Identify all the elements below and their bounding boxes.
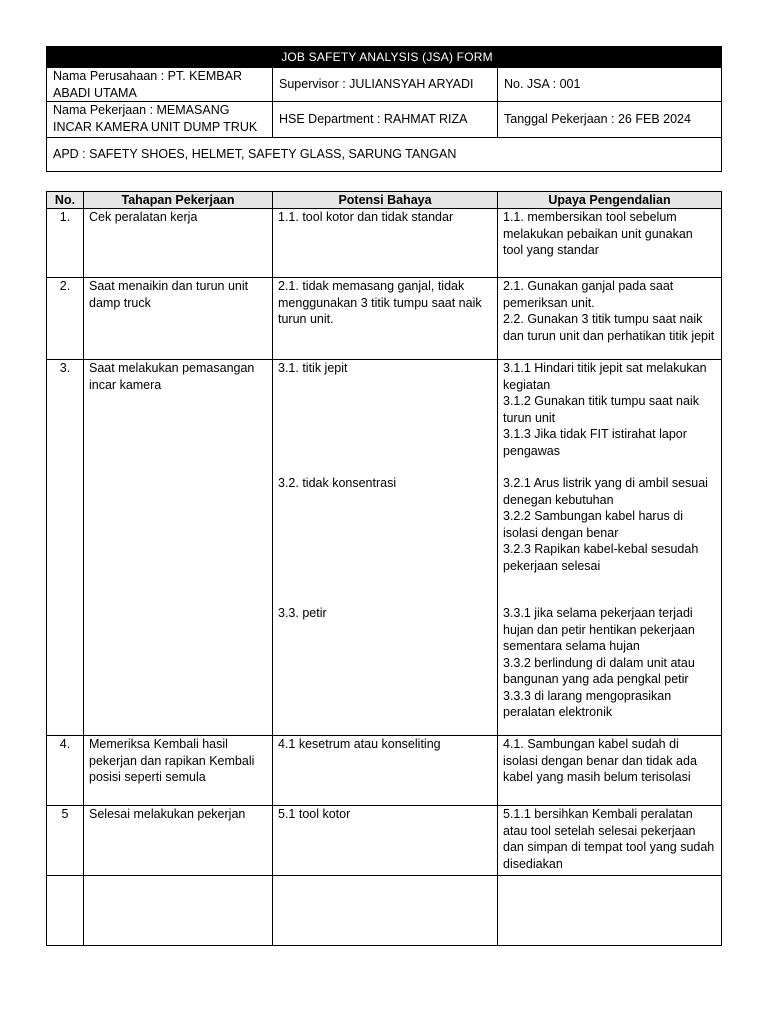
table-row xyxy=(47,278,722,360)
column-header-step: Tahapan Pekerjaan xyxy=(84,192,273,209)
empty-cell xyxy=(47,876,84,946)
job-step: Selesai melakukan pekerjan xyxy=(84,806,273,876)
empty-cell xyxy=(498,876,722,946)
table-row xyxy=(47,209,722,278)
control-cell xyxy=(498,736,722,806)
row-number: 1. xyxy=(47,209,84,278)
job-step: Saat menaikin dan turun unit damp truck xyxy=(84,278,273,360)
hazard-cell xyxy=(273,806,498,876)
jsa-steps-table xyxy=(46,191,722,946)
column-header-no: No. xyxy=(47,192,84,209)
jsa-header-table xyxy=(46,46,722,172)
column-header-control: Upaya Pengendalian xyxy=(498,192,722,209)
row-number: 2. xyxy=(47,278,84,360)
hazard-item: 5.1 tool kotor xyxy=(278,807,351,821)
control-item: 3.3.1 jika selama pekerjaan terjadi hujan dan petir hentikan pekerjaan sementara selama hujan xyxy=(503,606,695,653)
job-step: Cek peralatan kerja xyxy=(84,209,273,278)
hazard-cell xyxy=(273,209,498,278)
row-number: 4. xyxy=(47,736,84,806)
control-cell xyxy=(498,360,722,736)
job-step: Memeriksa Kembali hasil pekerjan dan rapikan Kembali posisi seperti semula xyxy=(84,736,273,806)
job-name: Nama Pekerjaan : MEMASANG INCAR KAMERA UNIT DUMP TRUK xyxy=(47,102,273,138)
empty-table-row xyxy=(47,876,722,946)
hazard-item: 3.2. tidak konsentrasi xyxy=(278,476,397,490)
table-row xyxy=(47,806,722,876)
table-header-row xyxy=(47,192,722,209)
empty-cell xyxy=(273,876,498,946)
column-header-hazard: Potensi Bahaya xyxy=(273,192,498,209)
form-title: JOB SAFETY ANALYSIS (JSA) FORM xyxy=(47,47,722,68)
control-item: 3.1.2 Gunakan titik tumpu saat naik turun unit xyxy=(503,394,699,425)
table-row xyxy=(47,360,722,736)
control-item: 4.1. Sambungan kabel sudah di isolasi dengan benar dan tidak ada kabel yang masih belum terisolasi xyxy=(503,737,697,784)
control-item: 2.2. Gunakan 3 titik tumpu saat naik dan turun unit dan perhatikan titik jepit xyxy=(503,312,715,343)
control-item: 3.1.1 Hindari titik jepit sat melakukan kegiatan xyxy=(503,361,707,392)
control-item: 2.1. Gunakan ganjal pada saat pemeriksan unit. xyxy=(503,279,674,310)
control-item: 5.1.1 bersihkan Kembali peralatan atau tool setelah selesai pekerjaan dan simpan di tempat tool yang sudah disediakan xyxy=(503,807,715,871)
hazard-cell xyxy=(273,360,498,736)
hazard-item: 1.1. tool kotor dan tidak standar xyxy=(278,210,454,224)
hazard-item: 3.1. titik jepit xyxy=(278,361,348,375)
job-step: Saat melakukan pemasangan incar kamera xyxy=(84,360,273,736)
hazard-cell xyxy=(273,278,498,360)
hazard-cell xyxy=(273,736,498,806)
empty-cell xyxy=(84,876,273,946)
row-number: 3. xyxy=(47,360,84,736)
control-item: 3.2.2 Sambungan kabel harus di isolasi dengan benar xyxy=(503,509,683,540)
hazard-item: 4.1 kesetrum atau konseliting xyxy=(278,737,441,751)
apd-list: APD : SAFETY SHOES, HELMET, SAFETY GLASS, SARUNG TANGAN xyxy=(47,138,722,172)
control-item: 3.3.3 di larang mengoprasikan peralatan elektronik xyxy=(503,688,672,719)
supervisor: Supervisor : JULIANSYAH ARYADI xyxy=(273,68,498,102)
control-item: 3.3.2 berlindung di dalam unit atau bangunan yang ada pengkal petir xyxy=(503,655,695,686)
control-item: 3.2.3 Rapikan kabel-kebal sesudah pekerjaan selesai xyxy=(503,542,699,573)
row-number: 5 xyxy=(47,806,84,876)
control-cell xyxy=(498,209,722,278)
control-item: 3.2.1 Arus listrik yang di ambil sesuai denegan kebutuhan xyxy=(503,476,708,507)
control-item: 1.1. membersikan tool sebelum melakukan pebaikan unit gunakan tool yang standar xyxy=(503,210,693,257)
hazard-item: 2.1. tidak memasang ganjal, tidak menggunakan 3 titik tumpu saat naik turun unit. xyxy=(278,279,482,326)
jsa-number: No. JSA : 001 xyxy=(498,68,722,102)
hazard-item: 3.3. petir xyxy=(278,606,327,620)
job-date: Tanggal Pekerjaan : 26 FEB 2024 xyxy=(498,102,722,138)
company-name: Nama Perusahaan : PT. KEMBAR ABADI UTAMA xyxy=(47,68,273,102)
control-cell xyxy=(498,278,722,360)
control-item: 3.1.3 Jika tidak FIT istirahat lapor pengawas xyxy=(503,427,687,458)
control-cell xyxy=(498,806,722,876)
hse-department: HSE Department : RAHMAT RIZA xyxy=(273,102,498,138)
table-row xyxy=(47,736,722,806)
